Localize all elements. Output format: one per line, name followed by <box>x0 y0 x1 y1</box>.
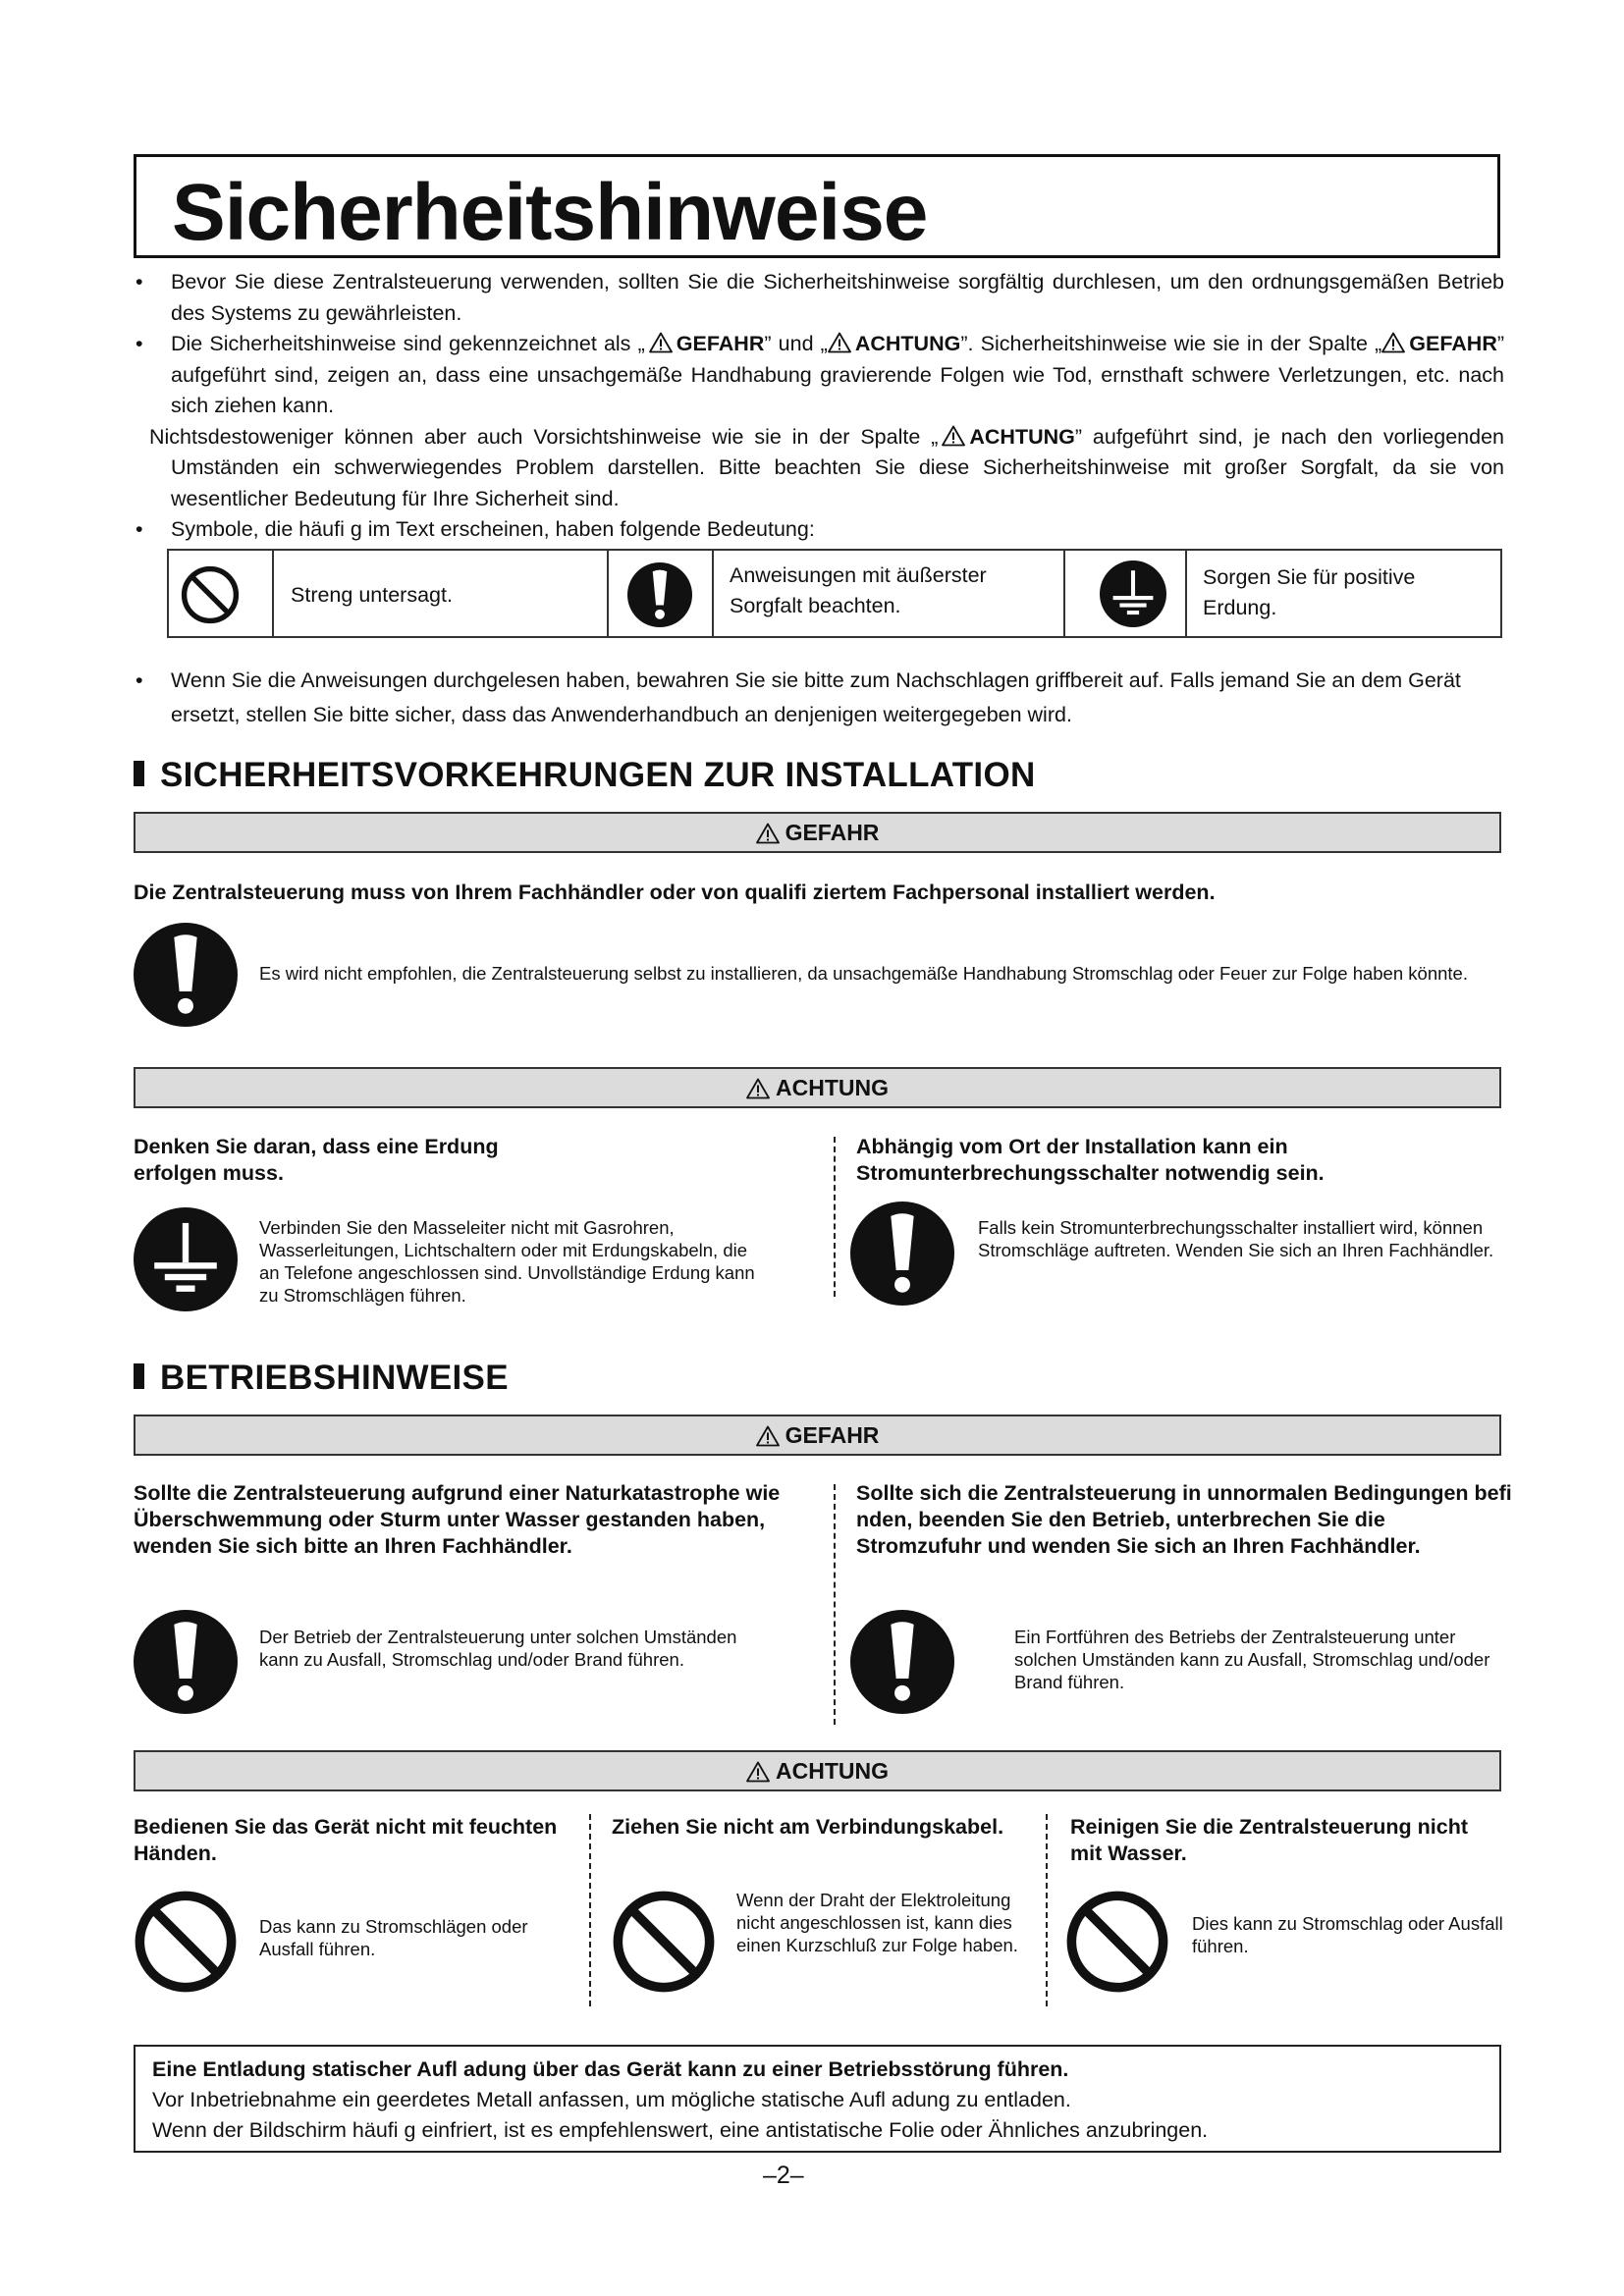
intro-bullet-2: • Die Sicherheitshinweise sind gekennzeichnet als „ GEFAHR” und „ ACHTUNG”. Sicherheitshinweise wie sie in der Spalte „ GEFAHR” aufgeführt sind, zeigen an, dass eine unsachgemäße Handhabung gravierende Folgen wie Tod, ernsthaft schwere Verletzungen, etc. nach sich ziehen kann. <box>135 332 1505 417</box>
title-box <box>134 154 1500 258</box>
prohibited-icon <box>134 1890 238 1994</box>
static-line-1: Vor Inbetriebnahme ein geerdetes Metall anfassen, um mögliche statische Aufl adung zu entladen. <box>152 2088 1071 2111</box>
legend-divider <box>712 551 714 636</box>
page-number: –2– <box>763 2162 804 2189</box>
operation-danger-1-title: Sollte die Zentralsteuerung aufgrund einer Naturkatastrophe wie Überschwemmung oder Sturm unter Wasser gestanden haben, wenden Sie sich bitte an Ihren Fachhändler. <box>134 1481 781 1558</box>
intro-continuation: Nichtsdestoweniger können aber auch Vorsichtshinweise wie sie in der Spalte „ ACHTUNG” aufgeführt sind, je nach den vorliegenden Umständen ein schwerwiegendes Problem darstellen. Bitte beachten Sie diese Sicherheitshinweise mit großer Sorgfalt, da sie von wesentlicher Bedeutung für Ihre Sicherheit sind. <box>149 424 1504 510</box>
caution-icon <box>850 1201 954 1306</box>
operation-caution-3-text: Dies kann zu Stromschlag oder Ausfall führen. <box>1192 1913 1503 1956</box>
operation-danger-band: GEFAHR <box>134 1415 1501 1456</box>
operation-danger-1-text: Der Betrieb der Zentralsteuerung unter solchen Umständen kann zu Ausfall, Stromschlag und/oder Brand führen. <box>259 1627 737 1670</box>
operation-caution-1-text: Das kann zu Stromschlägen oder Ausfall führen. <box>259 1916 528 1959</box>
prohibited-icon <box>181 565 240 624</box>
symbol-legend-table <box>167 549 1502 638</box>
column-divider <box>834 1137 836 1297</box>
operation-caution-2-title: Ziehen Sie nicht am Verbindungskabel. <box>612 1815 1004 1839</box>
ground-icon <box>134 1207 238 1311</box>
warning-icon <box>1381 332 1405 353</box>
install-caution-1-text: Verbinden Sie den Masseleiter nicht mit Gasrohren, Wasserleitungen, Lichtschaltern oder mit Erdungskabeln, die an Telefone angeschlossen sind. Unvollständige Erdung kann zu Stromschlägen führen. <box>259 1217 755 1306</box>
operation-caution-2-text: Wenn der Draht der Elektroleitung nicht angeschlossen ist, kann dies einen Kurzschluß zur Folge haben. <box>736 1890 1018 1955</box>
install-caution-2-text: Falls kein Stromunterbrechungsschalter installiert wird, können Stromschläge auftreten. Wenden Sie sich an Ihren Fachhändler. <box>978 1217 1494 1260</box>
column-divider <box>589 1814 591 2006</box>
operation-caution-band: ACHTUNG <box>134 1750 1501 1791</box>
warning-icon <box>756 1425 780 1447</box>
static-discharge-box <box>134 2045 1501 2153</box>
operation-danger-2-title: Sollte sich die Zentralsteuerung in unnormalen Bedingungen befi nden, beenden Sie den Betrieb, unterbrechen Sie die Stromzufuhr und wenden Sie sich an Ihren Fachhändler. <box>856 1481 1512 1558</box>
operation-heading: BETRIEBSHINWEISE <box>134 1359 509 1398</box>
legend-ground-label: Sorgen Sie für positive Erdung. <box>1203 565 1416 619</box>
static-line-2: Wenn der Bildschirm häufi g einfriert, ist es empfehlenswert, eine antistatische Folie oder Ähnliches anzubringen. <box>152 2118 1209 2142</box>
install-caution-2-title: Abhängig vom Ort der Installation kann ein Stromunterbrechungsschalter notwendig sein. <box>856 1135 1325 1185</box>
caution-icon <box>850 1610 954 1714</box>
static-title: Eine Entladung statischer Aufl adung über das Gerät kann zu einer Betriebsstörung führen. <box>152 2057 1069 2081</box>
legend-divider <box>272 551 274 636</box>
intro-bullet-3: • Symbole, die häufi g im Text erscheinen, haben folgende Bedeutung: <box>135 517 815 541</box>
installation-heading: SICHERHEITSVORKEHRUNGEN ZUR INSTALLATION <box>134 756 1036 795</box>
warning-icon <box>649 332 673 353</box>
install-danger-text: Es wird nicht empfohlen, die Zentralsteuerung selbst zu installieren, da unsachgemäße Handhabung Stromschlag oder Feuer zur Folge haben könnte. <box>259 963 1468 984</box>
legend-divider <box>1185 551 1187 636</box>
warning-icon <box>746 1761 770 1783</box>
legend-divider <box>607 551 609 636</box>
warning-icon <box>942 425 965 447</box>
caution-icon <box>134 923 238 1027</box>
intro-bullet-1: • Bevor Sie diese Zentralsteuerung verwenden, sollten Sie die Sicherheitshinweise sorgfältig durchlesen, um den ordnungsgemäßen Betrieb des Systems zu gewährleisten. <box>135 270 1504 325</box>
warning-icon <box>756 823 780 844</box>
heading-bar <box>134 761 144 786</box>
keep-manual-bullet: • Wenn Sie die Anweisungen durchgelesen haben, bewahren Sie sie bitte zum Nachschlagen griffbereit auf. Falls jemand Sie an dem Gerät ersetzt, stellen Sie bitte sicher, dass das Anwenderhandbuch an denjenigen weitergegeben wird. <box>135 668 1461 726</box>
ground-icon <box>1100 561 1166 627</box>
prohibited-icon <box>1065 1890 1169 1994</box>
warning-icon <box>828 332 851 353</box>
column-divider <box>834 1484 836 1725</box>
install-danger-band: GEFAHR <box>134 812 1501 853</box>
install-caution-band: ACHTUNG <box>134 1067 1501 1108</box>
install-danger-title: Die Zentralsteuerung muss von Ihrem Fachhändler oder von qualifi ziertem Fachpersonal installiert werden. <box>134 881 1216 904</box>
heading-bar <box>134 1363 144 1389</box>
legend-caution-label: Anweisungen mit äußerster Sorgfalt beachten. <box>730 563 987 617</box>
operation-caution-1-title: Bedienen Sie das Gerät nicht mit feuchten Händen. <box>134 1815 558 1865</box>
keep-manual-section <box>134 664 1504 732</box>
legend-prohibited-label: Streng untersagt. <box>291 583 453 607</box>
page-title: Sicherheitshinweise <box>172 168 928 257</box>
warning-icon <box>746 1078 770 1099</box>
intro-section <box>134 267 1504 546</box>
prohibited-icon <box>612 1890 716 1994</box>
caution-icon <box>134 1610 238 1714</box>
operation-danger-2-text: Ein Fortführen des Betriebs der Zentralsteuerung unter solchen Umständen kann zu Ausfall, Stromschlag und/oder Brand führen. <box>1014 1627 1490 1692</box>
install-caution-1-title: Denken Sie daran, dass eine Erdung erfolgen muss. <box>134 1135 499 1185</box>
operation-caution-3-title: Reinigen Sie die Zentralsteuerung nicht mit Wasser. <box>1070 1815 1468 1865</box>
caution-icon <box>627 562 692 627</box>
column-divider <box>1046 1814 1048 2006</box>
legend-divider <box>1063 551 1065 636</box>
